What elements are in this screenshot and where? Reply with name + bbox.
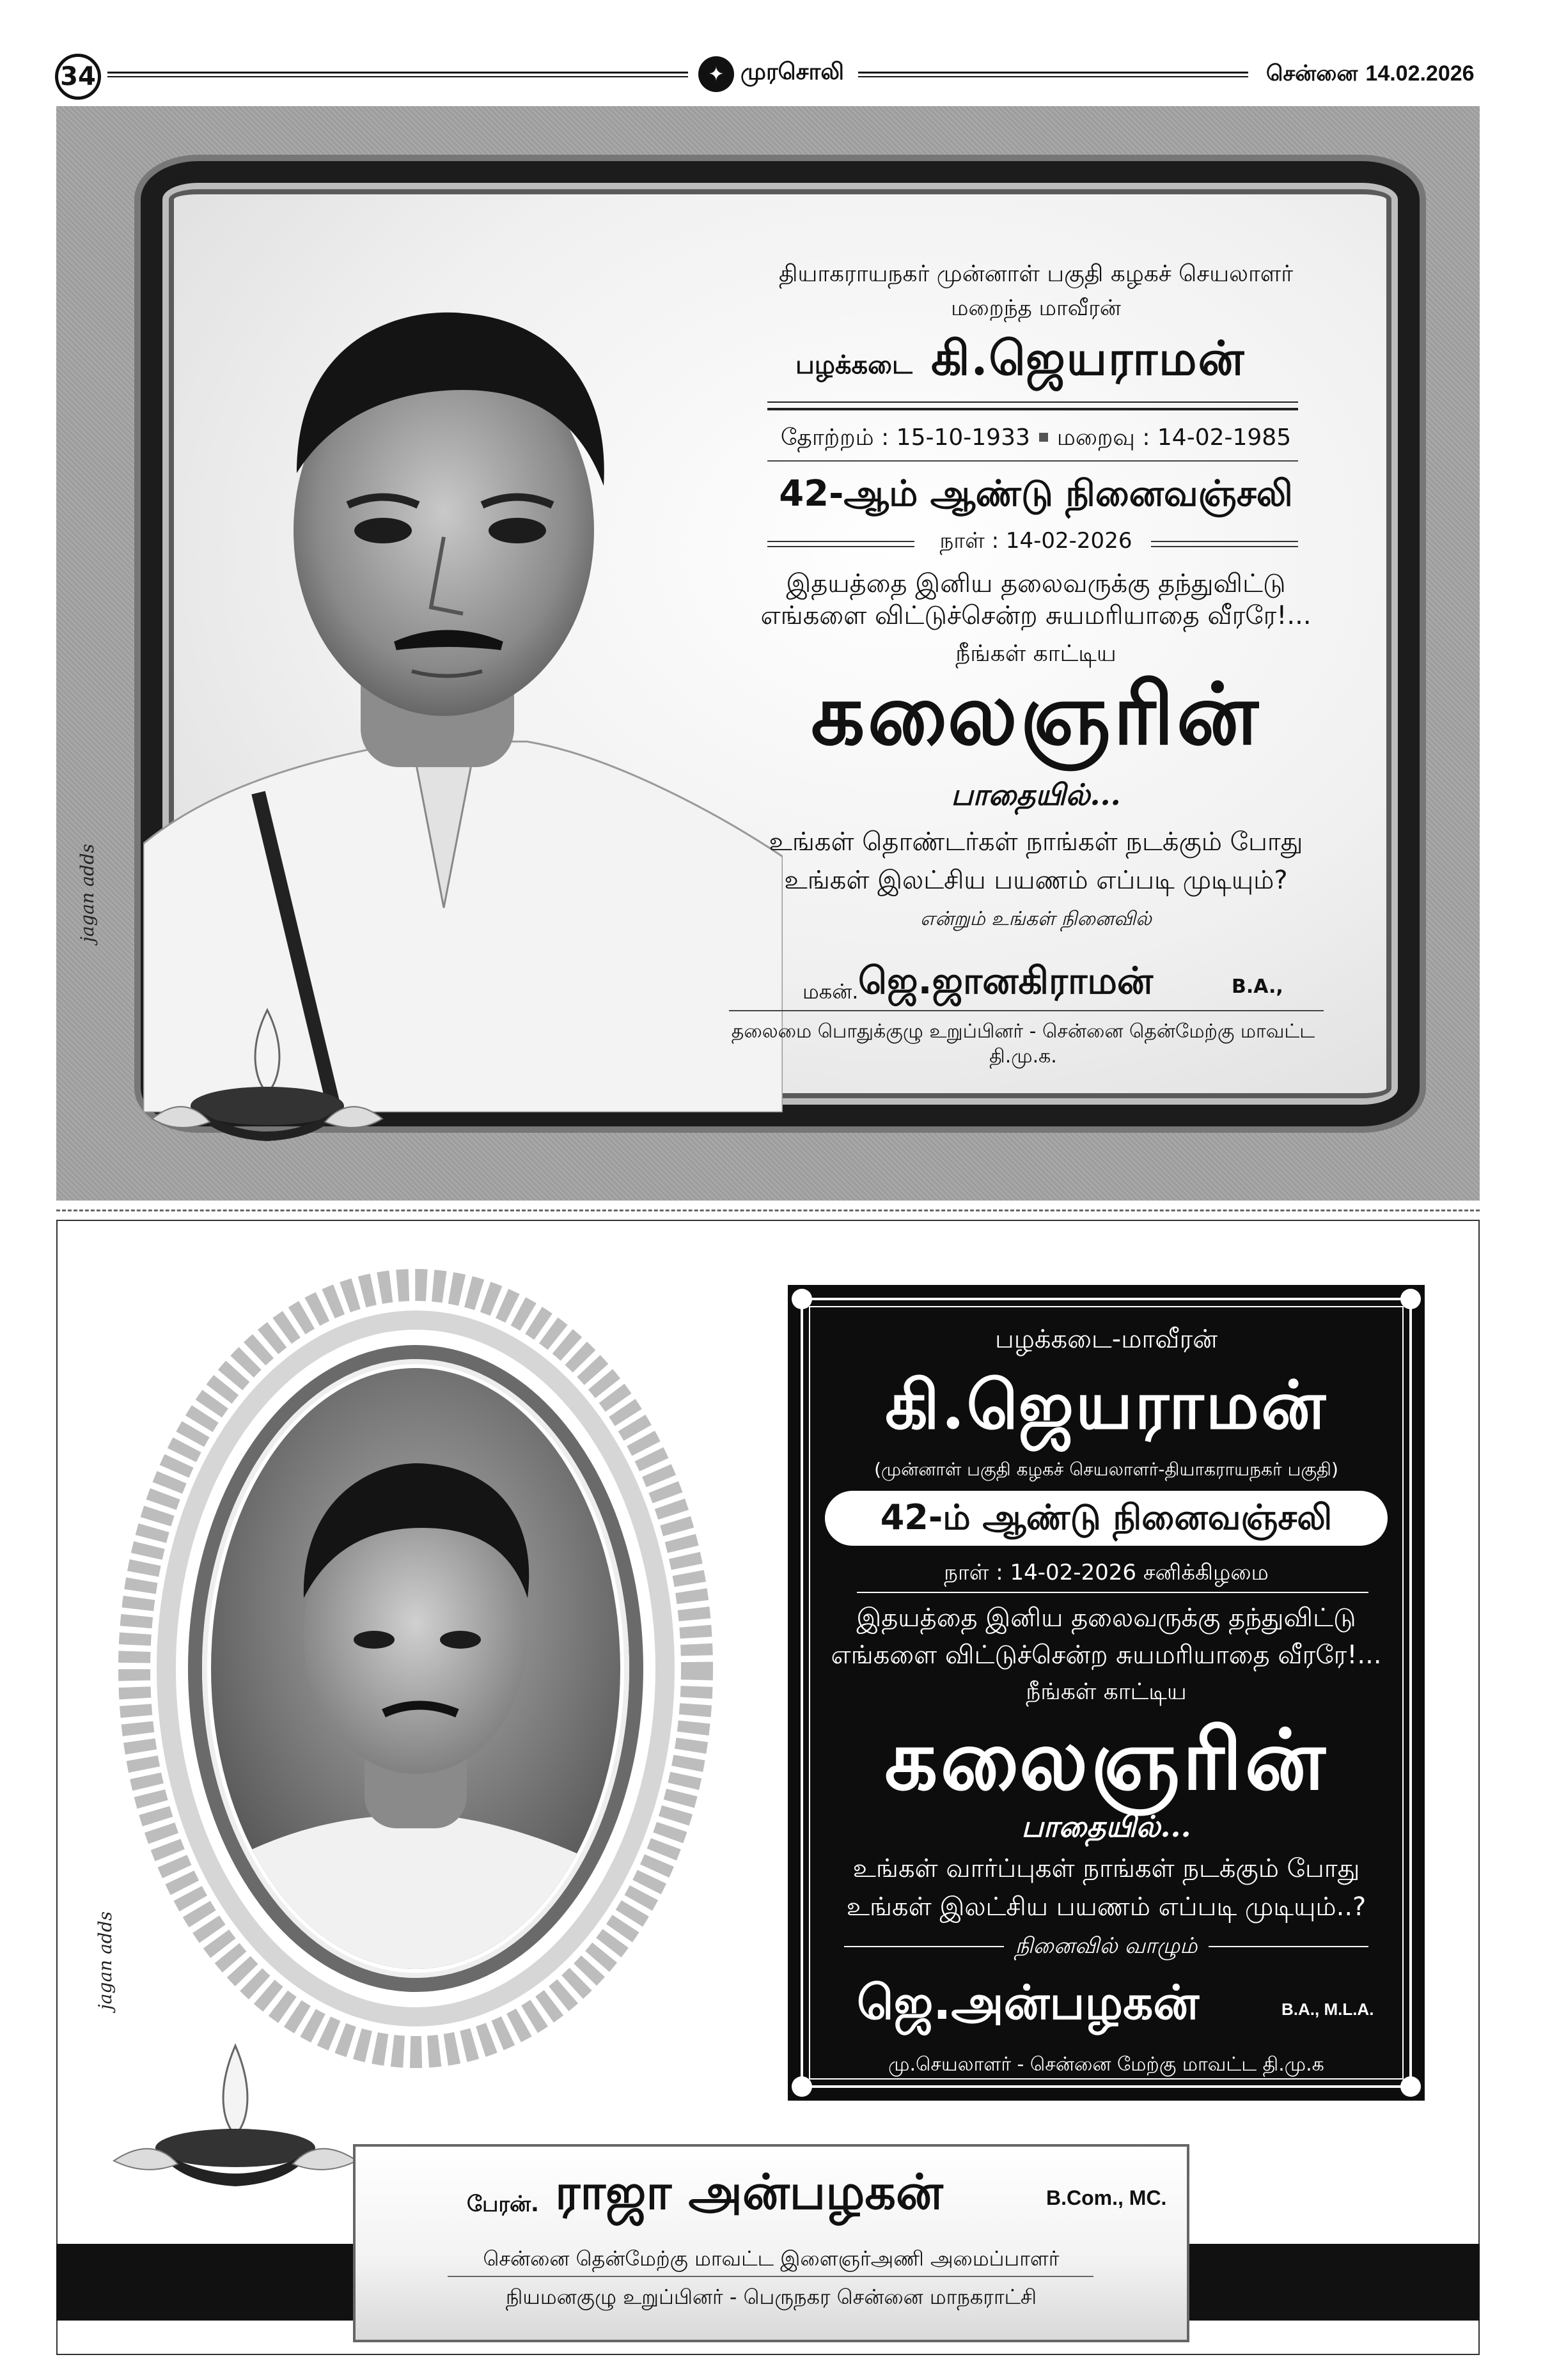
ad1-date: நாள் : 14-02-2026 — [939, 528, 1132, 554]
divider — [767, 460, 1298, 462]
paper-name: முரசொலி — [740, 59, 844, 85]
ad1-memory-line: என்றும் உங்கள் நினைவில் — [920, 908, 1152, 930]
ad1-designation: தியாகராயநகர் முன்னாள் பகுதி கழகச் செயலாளர் — [778, 261, 1294, 287]
ad1-epithet: மறைந்த மாவீரன் — [951, 295, 1121, 321]
divider — [448, 2276, 1093, 2277]
ad2-deceased-name: கி.ஜெயராமன் — [885, 1365, 1328, 1444]
header-rule-right — [858, 72, 1248, 77]
grandson-name: ராஜா அன்பழகன் — [555, 2163, 943, 2220]
ad1-relation-prefix: மகன். — [803, 979, 859, 1004]
designer-credit: jagan adds — [95, 1911, 116, 2010]
oil-lamp-icon — [95, 2033, 376, 2199]
ad2-designation: (முன்னாள் பகுதி கழகச் செயலாளர்-தியாகராயநகர் பகுதி) — [874, 1459, 1338, 1480]
ad1-signatory-role: தலைமை பொதுக்குழு உறுப்பினர் - சென்னை தென்மேற்கு மாவட்ட தி.மு.க. — [731, 1020, 1315, 1068]
header-rule-left — [107, 72, 688, 77]
ad2-signatory-name: ஜெ.அன்பழகன் — [857, 1975, 1200, 2030]
ad1-deceased-name: கி.ஜெயராமன் — [931, 331, 1246, 386]
ad2-memory-line: நினைவில் வாழும் — [1015, 1933, 1198, 1959]
grandson-role: நியமனகுழு உறுப்பினர் - பெருநகர சென்னை மாநகராட்சி — [505, 2285, 1037, 2309]
oil-lamp-icon — [133, 997, 402, 1151]
ad1-tribute-line: நீங்கள் காட்டிய — [955, 641, 1116, 667]
ad2-tribute-line: நீங்கள் காட்டிய — [1026, 1679, 1187, 1705]
ad1-tribute-line: இதயத்தை இனிய தலைவருக்கு தந்துவிட்டு — [786, 569, 1286, 598]
page-number: 34 — [55, 54, 101, 100]
ad1-path-word: பாதையில்... — [951, 777, 1121, 812]
ad1-death: மறைவு : 14-02-1985 — [1056, 424, 1292, 451]
ad1-signatory-degree: B.A., — [1232, 976, 1283, 998]
grandson-prefix: பேரன். — [467, 2191, 539, 2217]
ad-separator — [56, 1209, 1480, 1211]
ornate-oval-frame — [109, 1266, 735, 2129]
ad2-date: நாள் : 14-02-2026 சனிக்கிழமை — [944, 1560, 1269, 1585]
ad1-life-dates — [761, 424, 1311, 454]
divider — [857, 1592, 1368, 1593]
ad1-tribute-line: உங்கள் இலட்சிய பயணம் எப்படி முடியும்? — [784, 866, 1288, 895]
ad2-anniversary-title: 42-ம் ஆண்டு நினைவஞ்சலி — [880, 1497, 1333, 1537]
ad2-tribute-line: எங்களை விட்டுச்சென்ற சுயமரியாதை வீரரே!... — [831, 1640, 1382, 1670]
ad2-headline-word: கலைஞரின் — [884, 1711, 1328, 1808]
divider — [729, 1010, 1324, 1011]
ad1-birth: தோற்றம் : 15-10-1933 — [780, 424, 1030, 451]
ad1-signatory-name: ஜெ.ஜானகிராமன் — [858, 959, 1154, 1002]
paper-logo-icon: ✦ — [698, 56, 734, 92]
ad2-path-word: பாதையில்... — [1021, 1809, 1191, 1844]
ad2-tribute-line: இதயத்தை இனிய தலைவருக்கு தந்துவிட்டு — [856, 1603, 1356, 1633]
ad2-signatory-degree: B.A., M.L.A. — [1281, 2000, 1374, 2019]
divider — [767, 401, 1298, 410]
designer-credit: jagan adds — [77, 844, 98, 942]
ad1-headline-word: கலைஞரின் — [811, 665, 1261, 764]
ad1-tribute-line: எங்களை விட்டுச்சென்ற சுயமரியாதை வீரரே!... — [760, 601, 1312, 630]
ad1-anniversary-title: 42-ஆம் ஆண்டு நினைவஞ்சலி — [779, 473, 1293, 515]
square-bullet-icon — [1039, 433, 1048, 442]
ad2-tribute-line: உங்கள் வார்ப்புகள் நாங்கள் நடக்கும் போது — [852, 1854, 1360, 1883]
grandson-role: சென்னை தென்மேற்கு மாவட்ட இளைஞர்அணி அமைப்பாளர் — [483, 2246, 1060, 2271]
ad2-signatory-role: மு.செயலாளர் - சென்னை மேற்கு மாவட்ட தி.மு.க — [888, 2053, 1324, 2076]
ad1-tribute-line: உங்கள் தொண்டர்கள் நாங்கள் நடக்கும் போது — [769, 827, 1303, 857]
ad2-epithet: பழக்கடை-மாவீரன் — [994, 1325, 1218, 1354]
ad2-tribute-line: உங்கள் இலட்சிய பயணம் எப்படி முடியும்..? — [846, 1892, 1367, 1922]
dateline-city: சென்னை — [1266, 61, 1358, 86]
grandson-degree: B.Com., MC. — [1046, 2186, 1167, 2209]
ad1-name-prefix: பழக்கடை — [795, 350, 912, 380]
dateline — [1258, 61, 1475, 89]
dateline-date: 14.02.2026 — [1365, 61, 1475, 86]
portrait-photo — [143, 230, 783, 1112]
